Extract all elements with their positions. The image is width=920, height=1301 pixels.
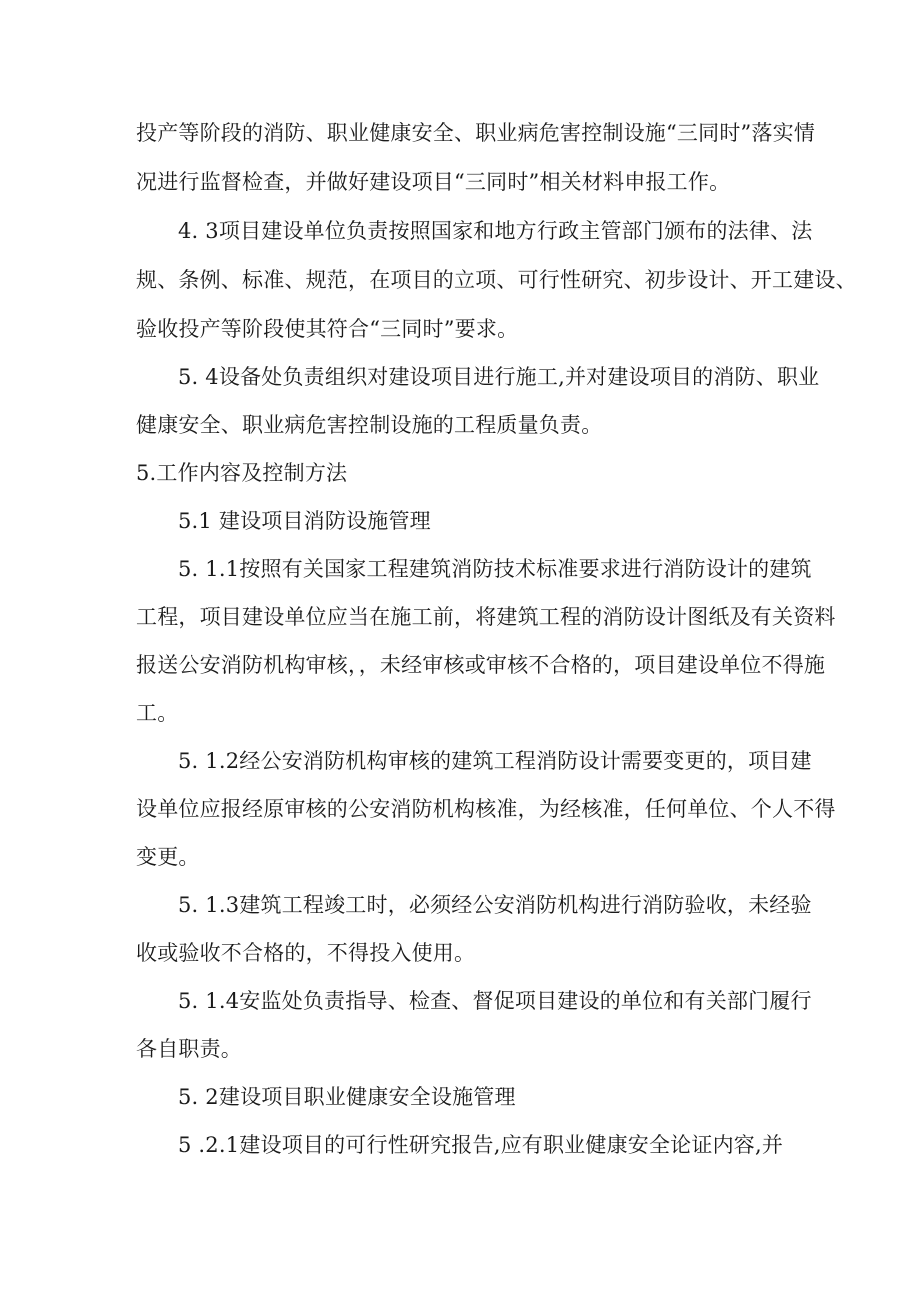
section-5-4-line: 5. 4设备处负责组织对建设项目进行施工,并对建设项目的消防、职业: [178, 365, 820, 389]
paragraph-line: 变更。: [136, 845, 200, 869]
section-heading-5-1: 5.1 建设项目消防设施管理: [178, 509, 431, 533]
paragraph-line: 工程，项目建设单位应当在施工前，将建筑工程的消防设计图纸及有关资料: [136, 605, 836, 629]
section-5-2-1-line: 5 .2.1建设项目的可行性研究报告,应有职业健康安全论证内容,并: [178, 1133, 784, 1157]
paragraph-line: 规、条例、标准、规范，在项目的立项、可行性研究、初步设计、开工建设、: [136, 268, 857, 292]
section-heading-5: 5.工作内容及控制方法: [136, 461, 348, 485]
paragraph-line: 收或验收不合格的，不得投入使用。: [136, 941, 476, 965]
paragraph-line: 各自职责。: [136, 1037, 242, 1061]
paragraph-line: 工。: [136, 701, 179, 725]
section-4-3-line: 4. 3项目建设单位负责按照国家和地方行政主管部门颁布的法律、法: [178, 219, 813, 243]
paragraph-line: 况进行监督检查，并做好建设项目“三同时”相关材料申报工作。: [136, 170, 731, 194]
paragraph-line: 报送公安消防机构审核，，未经审核或审核不合格的，项目建设单位不得施: [136, 653, 826, 677]
paragraph-line: 设单位应报经原审核的公安消防机构核准，为经核准，任何单位、个人不得: [136, 797, 836, 821]
paragraph-line: 健康安全、职业病危害控制设施的工程质量负责。: [136, 413, 603, 437]
section-5-1-3-line: 5. 1.3建筑工程竣工时，必须经公安消防机构进行消防验收，未经验: [178, 893, 812, 917]
section-5-1-4-line: 5. 1.4安监处负责指导、检查、督促项目建设的单位和有关部门履行: [178, 989, 812, 1013]
section-5-1-2-line: 5. 1.2经公安消防机构审核的建筑工程消防设计需要变更的，项目建: [178, 749, 812, 773]
paragraph-line: 验收投产等阶段使其符合“三同时”要求。: [136, 317, 519, 341]
section-5-1-1-line: 5. 1.1按照有关国家工程建筑消防技术标准要求进行消防设计的建筑: [178, 557, 812, 581]
section-heading-5-2: 5. 2建设项目职业健康安全设施管理: [178, 1085, 516, 1109]
paragraph-line: 投产等阶段的消防、职业健康安全、职业病危害控制设施“三同时”落实情: [136, 121, 816, 145]
